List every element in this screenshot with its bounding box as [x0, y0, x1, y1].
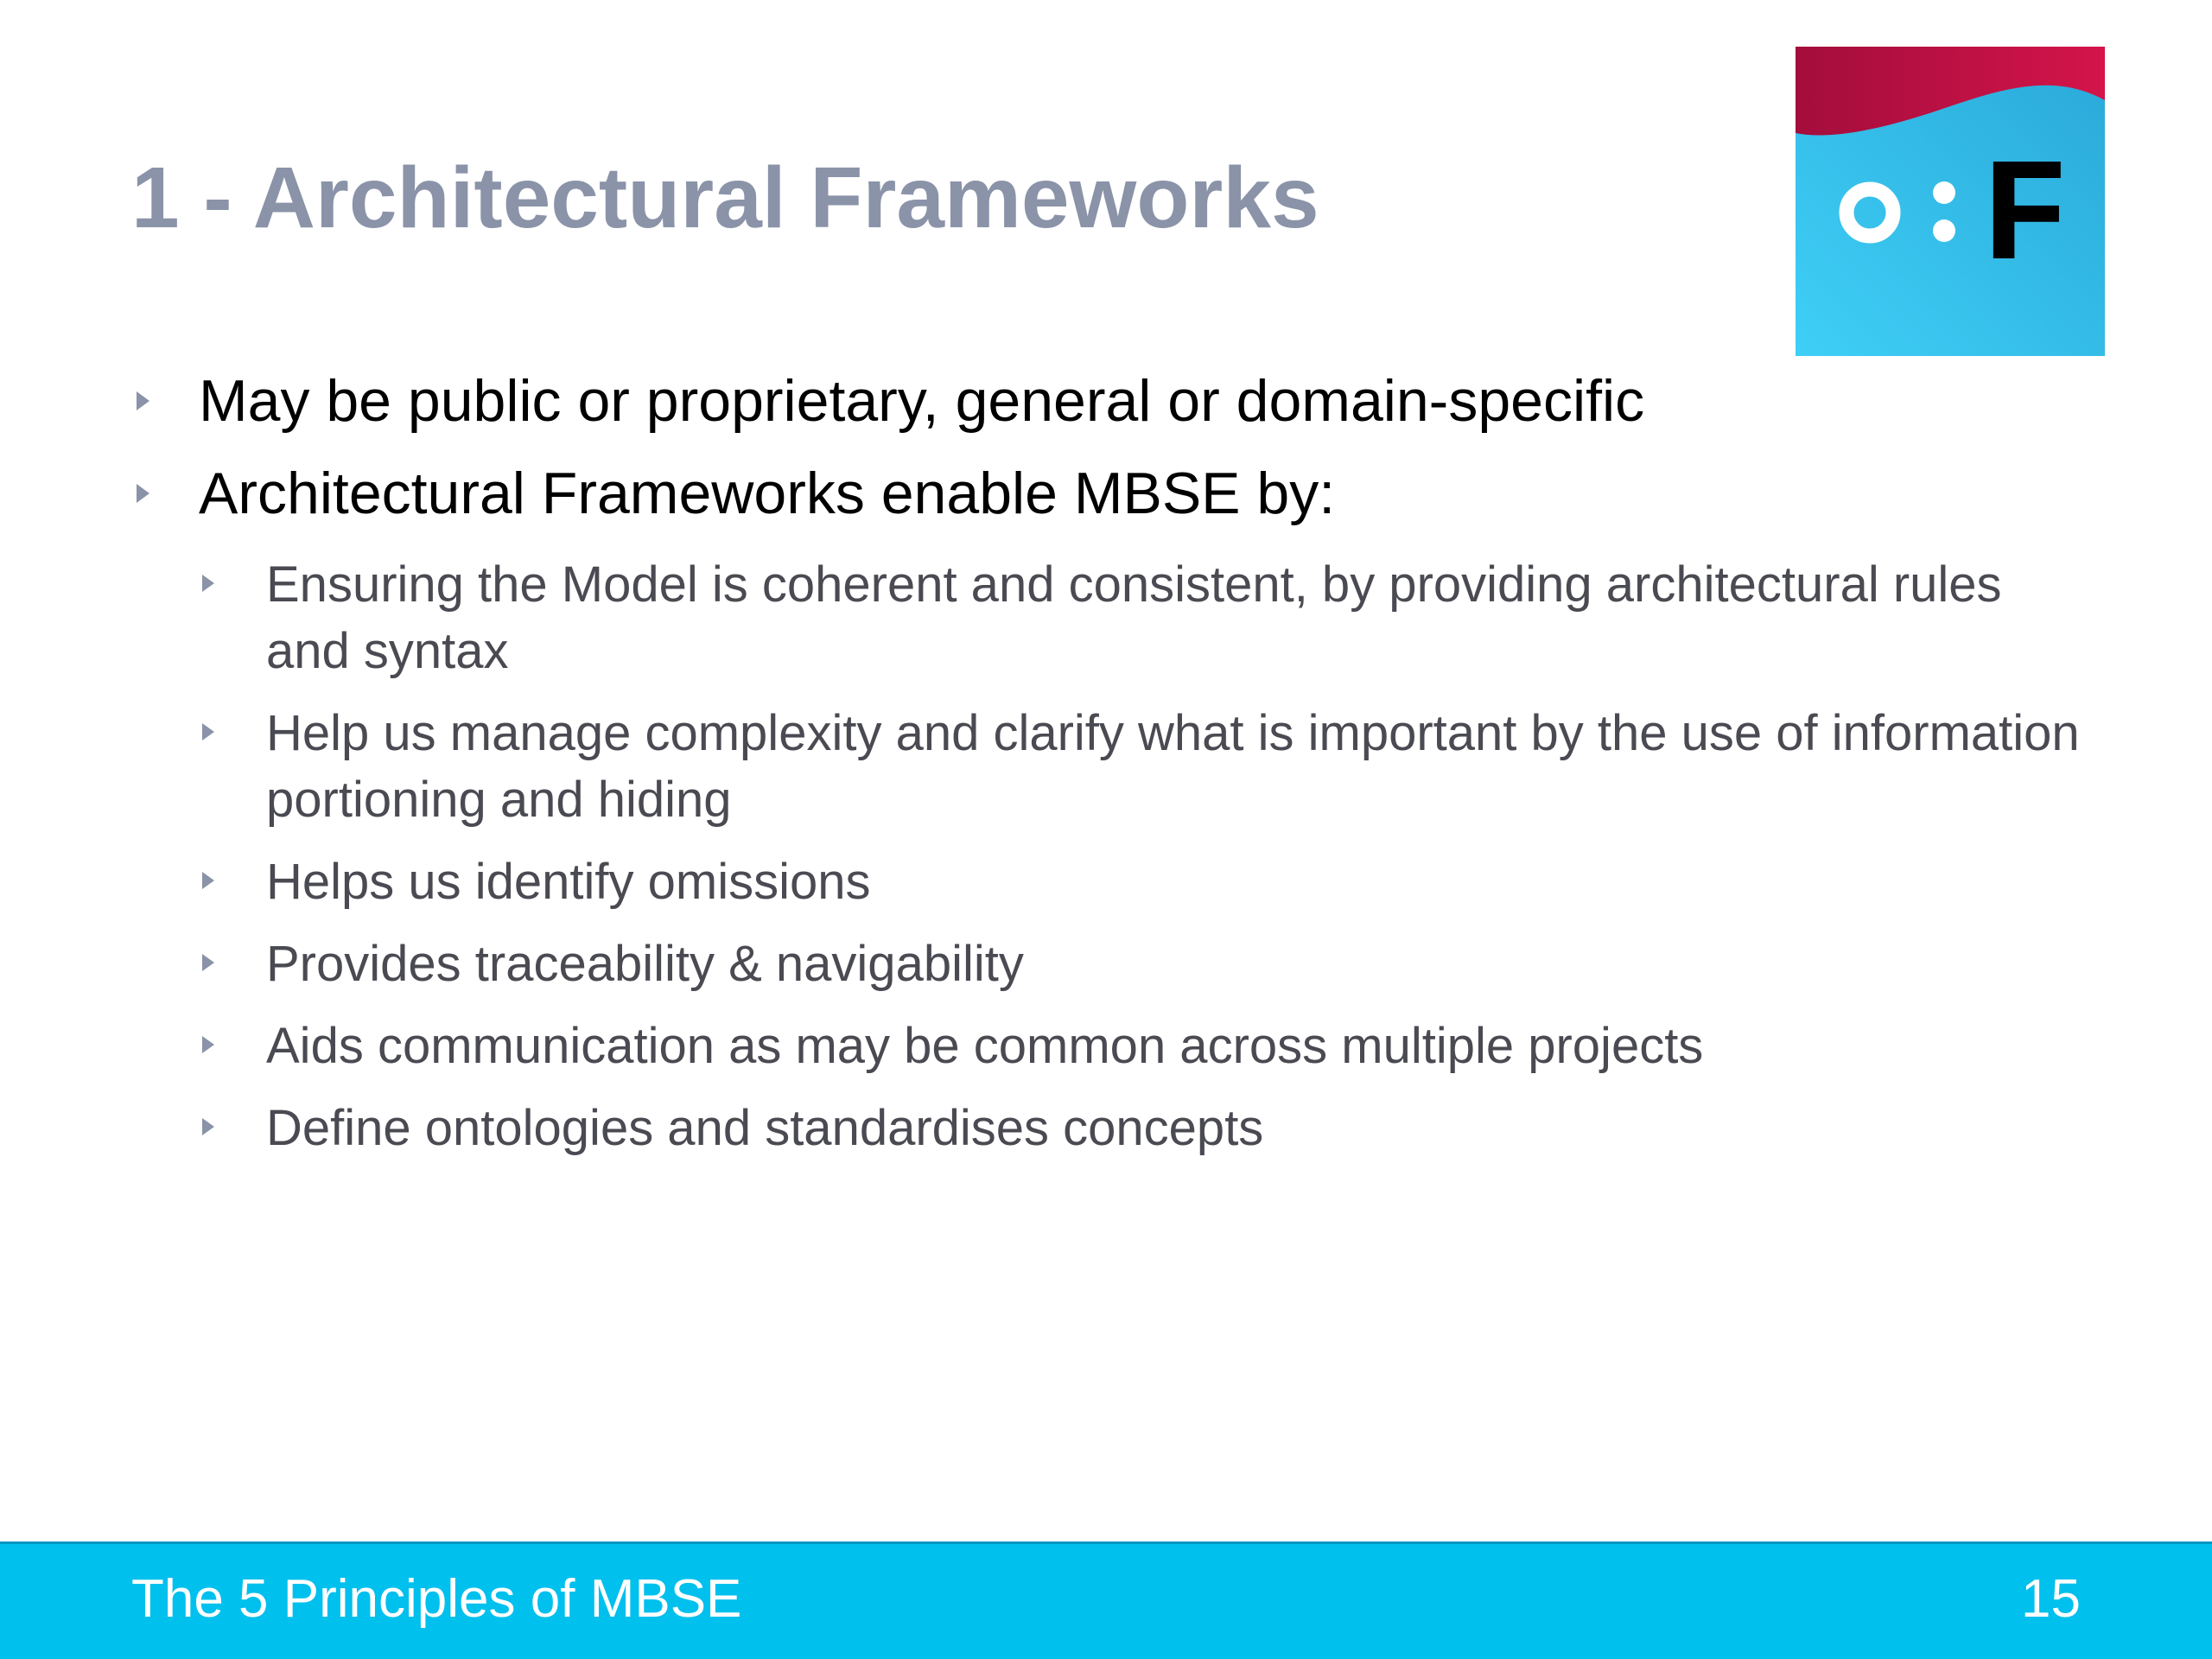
triangle-bullet-icon — [202, 1036, 214, 1053]
bullet-item — [131, 366, 2084, 435]
svg-text:F: F — [1981, 137, 2070, 303]
sub-bullet-item — [131, 551, 2089, 684]
page-number: 15 — [2021, 1569, 2081, 1629]
bullet-list — [131, 366, 2084, 1177]
sub-bullet-item — [131, 1095, 2089, 1161]
sub-bullet-item — [131, 849, 2089, 915]
triangle-bullet-icon — [202, 872, 214, 889]
bullet-text: May be public or proprietary, general or domain-specific — [199, 368, 1645, 434]
sub-bullet-text: Helps us identify omissions — [266, 854, 871, 910]
footer-title: The 5 Principles of MBSE — [131, 1569, 742, 1629]
bullet-item — [131, 459, 2084, 528]
logo-icon — [1796, 47, 2105, 356]
slide-title: 1 - Architectural Frameworks — [131, 149, 1319, 246]
triangle-bullet-icon — [137, 484, 149, 503]
triangle-bullet-icon — [137, 391, 149, 410]
sub-bullet-text: Help us manage complexity and clarify what is important by the use of information portioning and hiding — [266, 705, 2080, 828]
sub-bullet-text: Ensuring the Model is coherent and consistent, by providing architectural rules and syntax — [266, 556, 2002, 679]
triangle-bullet-icon — [202, 723, 214, 741]
sub-bullet-item — [131, 700, 2089, 833]
sub-bullet-item — [131, 931, 2089, 997]
triangle-bullet-icon — [202, 1118, 214, 1135]
bullet-text: Architectural Frameworks enable MBSE by: — [199, 461, 1336, 526]
sub-bullet-text: Provides traceability & navigability — [266, 936, 1024, 992]
sub-bullet-text: Aids communication as may be common across multiple projects — [266, 1018, 1704, 1074]
sub-bullet-item — [131, 1013, 2089, 1079]
triangle-bullet-icon — [202, 954, 214, 971]
triangle-bullet-icon — [202, 575, 214, 592]
sub-bullet-text: Define ontologies and standardises concepts — [266, 1100, 1264, 1156]
logo — [1796, 47, 2105, 356]
footer-bar — [0, 1541, 2212, 1659]
